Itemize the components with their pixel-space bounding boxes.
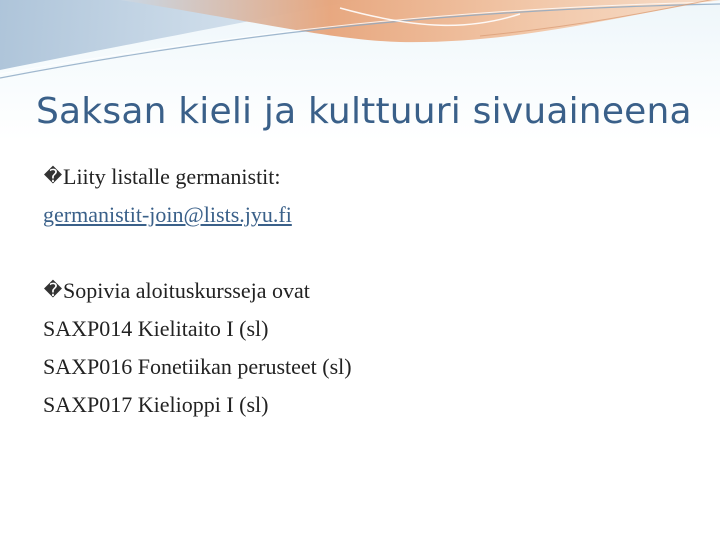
mailing-list-link[interactable]: germanistit-join@lists.jyu.fi (43, 202, 292, 227)
course-line: SAXP014 Kielitaito I (sl) (43, 316, 269, 341)
bullet-marker-icon: � (43, 166, 63, 187)
bullet-courses (43, 272, 683, 310)
bullet-marker-icon: � (43, 280, 63, 301)
bullet-text: Sopivia aloituskursseja ovat (63, 278, 310, 303)
slide-title: Saksan kieli ja kulttuuri sivuaineena (36, 91, 692, 132)
header-swoosh-decoration (0, 0, 720, 90)
slide-body (43, 158, 683, 424)
paragraph-spacer (43, 234, 683, 272)
bullet-join-list (43, 158, 683, 196)
bullet-text: Liity listalle germanistit: (63, 164, 281, 189)
course-line: SAXP017 Kielioppi I (sl) (43, 392, 269, 417)
mailing-list-line (43, 196, 683, 234)
course-line: SAXP016 Fonetiikan perusteet (sl) (43, 354, 352, 379)
